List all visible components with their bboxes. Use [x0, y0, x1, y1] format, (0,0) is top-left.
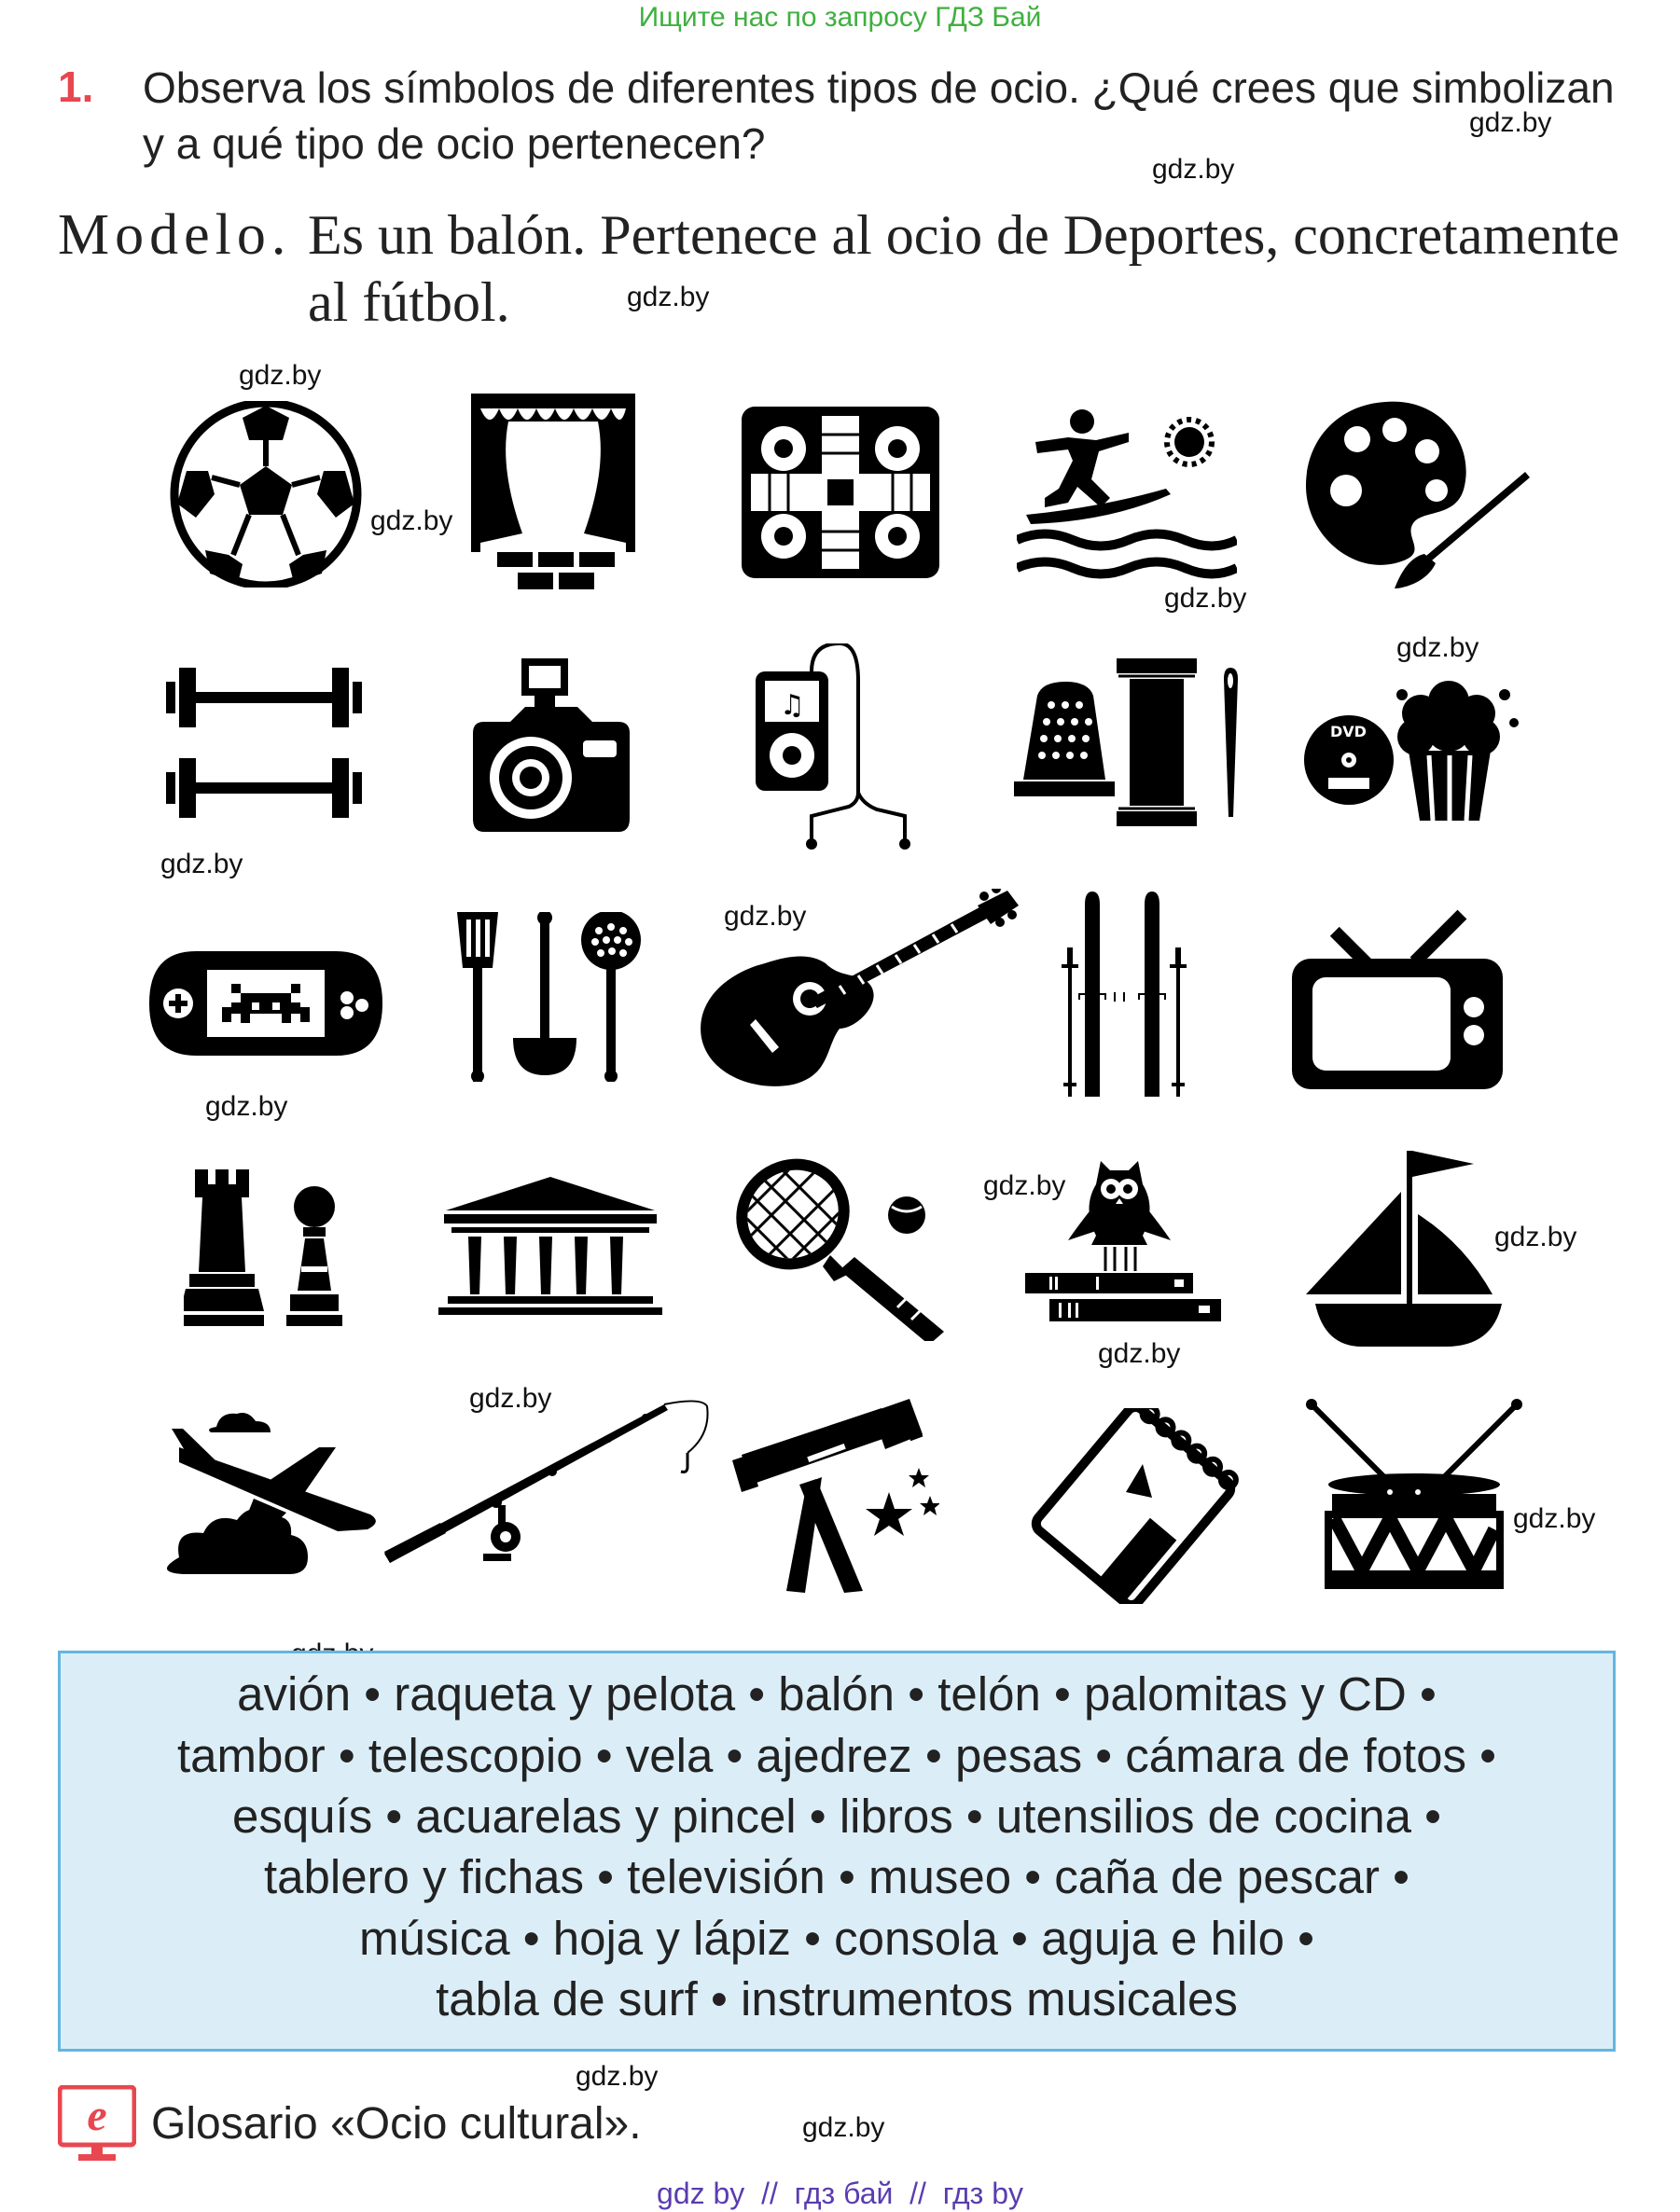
theater-stage-icon	[471, 394, 635, 591]
watermark: gdz.by	[205, 1091, 288, 1122]
svg-text:e: e	[87, 2091, 107, 2140]
word-bank-line: tambor • telescopio • vela • ajedrez • pesas • cámara de fotos •	[177, 1729, 1496, 1782]
word-bank-line: tablero y fichas • televisión • museo • caña de pescar •	[263, 1850, 1410, 1903]
surfing-icon	[1017, 405, 1237, 580]
word-bank-line: avión • raqueta y pelota • balón • telón • palomitas y CD •	[237, 1667, 1437, 1721]
footer-watermark: gdz by // гдз бай // гдз by	[657, 2177, 1023, 2210]
fishing-rod-icon	[384, 1397, 716, 1569]
game-console-icon	[149, 951, 382, 1056]
dvd-popcorn-icon	[1304, 681, 1520, 821]
word-bank-box	[58, 1651, 1616, 2052]
kitchen-utensils-icon	[457, 912, 648, 1082]
watermark: gdz.by	[469, 1383, 552, 1414]
word-bank-line: esquís • acuarelas y pincel • libros • utensilios de cocina •	[231, 1790, 1442, 1843]
watermark: gdz.by	[1164, 583, 1247, 614]
board-game-icon	[742, 407, 939, 578]
watermark: gdz.by	[1513, 1503, 1596, 1534]
watermark: gdz.by	[724, 901, 807, 932]
tennis-icon	[729, 1154, 946, 1341]
svg-text:♫: ♫	[780, 689, 805, 722]
task-text: Observa los símbolos de diferentes tipos de ocio. ¿Qué crees que simbolizan y a qué tipo de ocio pertenecen?	[143, 63, 1615, 168]
skis-icon	[1059, 892, 1189, 1101]
watermark: gdz.by	[239, 360, 322, 391]
museum-icon	[438, 1177, 662, 1317]
word-bank-line: tabla de surf • instrumentos musicales	[436, 1972, 1238, 2025]
watermark: gdz.by	[1152, 154, 1235, 185]
airplane-icon	[151, 1410, 380, 1593]
watermark: gdz.by	[1396, 632, 1479, 663]
watermark: gdz.by	[802, 2112, 885, 2143]
owl-books-icon	[1021, 1161, 1227, 1329]
sailboat-icon	[1306, 1151, 1504, 1347]
soccer-ball-icon	[163, 401, 368, 588]
watermark: gdz.by	[1469, 107, 1552, 138]
television-icon	[1292, 903, 1503, 1089]
palette-brush-icon	[1301, 397, 1534, 593]
telescope-icon	[732, 1399, 939, 1595]
thimble-thread-icon	[1014, 658, 1243, 826]
task-number: 1.	[58, 62, 94, 111]
watermark: gdz.by	[1098, 1338, 1181, 1369]
camera-icon	[473, 658, 630, 832]
music-player-icon	[756, 643, 923, 850]
watermark: gdz.by	[370, 505, 453, 536]
word-bank-line: música • hoja y lápiz • consola • aguja e hilo •	[359, 1912, 1314, 1965]
guitar-icon	[700, 889, 1021, 1089]
watermark: gdz.by	[160, 849, 243, 879]
watermark: gdz.by	[983, 1170, 1066, 1201]
drum-icon	[1306, 1399, 1522, 1590]
top-banner: Ищите нас по запросу ГДЗ Бай	[638, 2, 1042, 33]
watermark: gdz.by	[576, 2061, 659, 2092]
svg-text:DVD: DVD	[1330, 723, 1367, 740]
dumbbells-icon	[166, 657, 362, 829]
watermark: gdz.by	[627, 282, 710, 312]
notepad-pencil-icon	[1021, 1408, 1245, 1604]
glossary-link[interactable]: Glosario «Ocio cultural».	[151, 2099, 642, 2149]
chess-icon	[184, 1169, 347, 1328]
model-text: Es un balón. Pertenece al ocio de Deportes, concretamente al fútbol.	[308, 204, 1620, 333]
model-label: Modelo.	[58, 203, 292, 267]
glossary-e-icon[interactable]	[58, 2085, 136, 2164]
watermark: gdz.by	[1494, 1222, 1577, 1252]
